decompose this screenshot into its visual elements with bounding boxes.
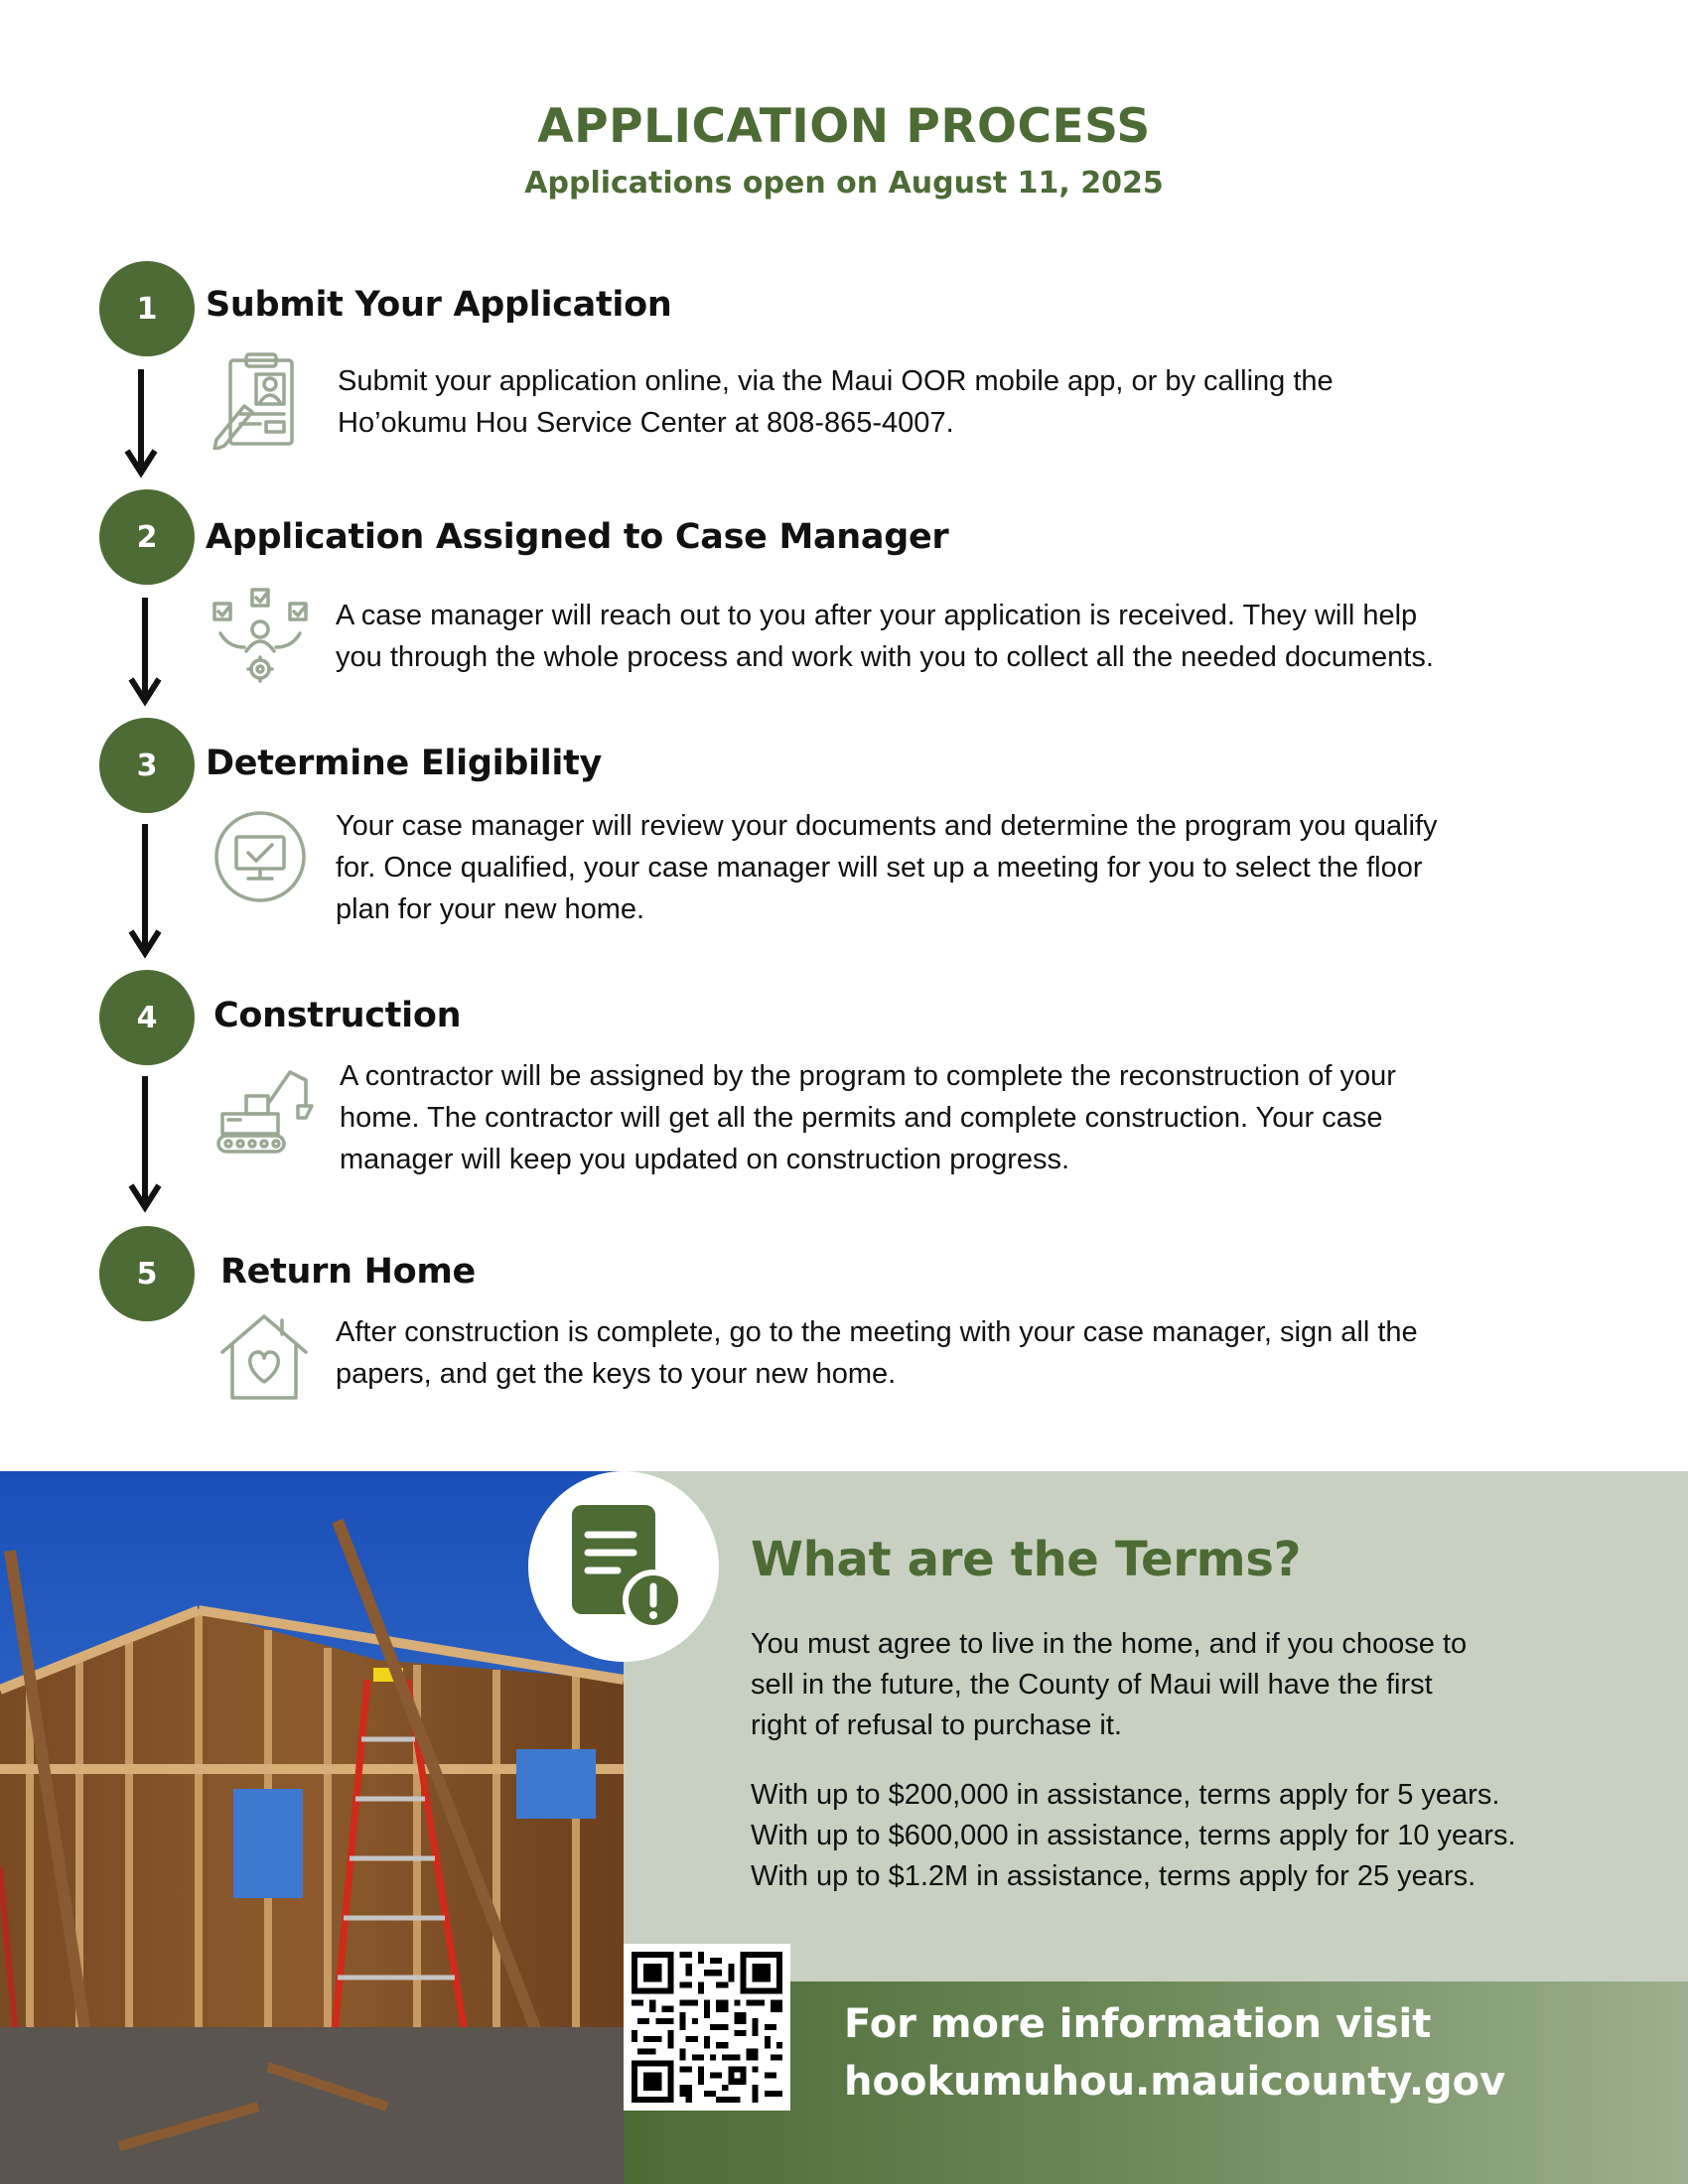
application-form-icon: [211, 350, 310, 450]
step-title: Return Home: [220, 1252, 476, 1292]
step-number-badge: 1: [99, 261, 195, 356]
step-title: Construction: [213, 996, 462, 1035]
step-number-badge: 5: [99, 1226, 195, 1321]
step-number-badge: 2: [99, 489, 195, 585]
step-number-badge: 4: [99, 970, 195, 1065]
step-description: After construction is complete, go to the meeting with your case manager, sign all the papers, and get the keys to your new home.: [336, 1316, 1418, 1390]
terms-paragraph: With up to $200,000 in assistance, terms apply for 5 years. With up to $600,000 in assistance, terms apply for 10 years. With up to $1.2M in assistance, terms apply for 25 years.: [751, 1779, 1516, 1892]
arrow-down-icon: [127, 1074, 163, 1213]
arrow-down-icon: [127, 596, 163, 707]
arrow-down-icon: [123, 367, 159, 478]
step-title: Application Assigned to Case Manager: [206, 517, 949, 557]
arrow-down-icon: [127, 822, 163, 959]
step-number-badge: 3: [99, 718, 195, 813]
case-manager-icon: [211, 586, 310, 685]
excavator-icon: [214, 1058, 314, 1158]
website-link[interactable]: hookumuhou.mauicounty.gov: [844, 2059, 1506, 2105]
info-text: For more information visit: [844, 2001, 1432, 2047]
terms-icon-badge: [528, 1471, 719, 1662]
step-description: A case manager will reach out to you after your application is received. They will help you through the whole process and work with you to collect all the needed documents.: [336, 600, 1434, 673]
monitor-check-icon: [212, 809, 308, 904]
qr-code[interactable]: [624, 1944, 790, 2111]
step-title: Determine Eligibility: [206, 744, 603, 783]
terms-paragraph: You must agree to live in the home, and if you choose to sell in the future, the County of Maui will have the first right of refusal to purchase it.: [751, 1628, 1468, 1741]
terms-title: What are the Terms?: [751, 1532, 1302, 1587]
step-description: A contractor will be assigned by the program to complete the reconstruction of your home. The contractor will get all the permits and complete construction. Your case manager will keep you updated on construction progress.: [340, 1060, 1396, 1175]
step-title: Submit Your Application: [206, 285, 672, 325]
page-title: APPLICATION PROCESS: [537, 99, 1151, 154]
step-description: Your case manager will review your documents and determine the program you qualify for. Once qualified, your case manager will set up a meeting for you to select the floor plan for your new home.: [336, 810, 1438, 925]
step-description: Submit your application online, via the Maui OOR mobile app, or by calling the Ho’okumu Hou Service Center at 808-865-4007.: [338, 365, 1334, 439]
house-heart-icon: [216, 1308, 312, 1404]
document-alert-icon: [568, 1501, 683, 1632]
page-subtitle: Applications open on August 11, 2025: [524, 166, 1164, 201]
